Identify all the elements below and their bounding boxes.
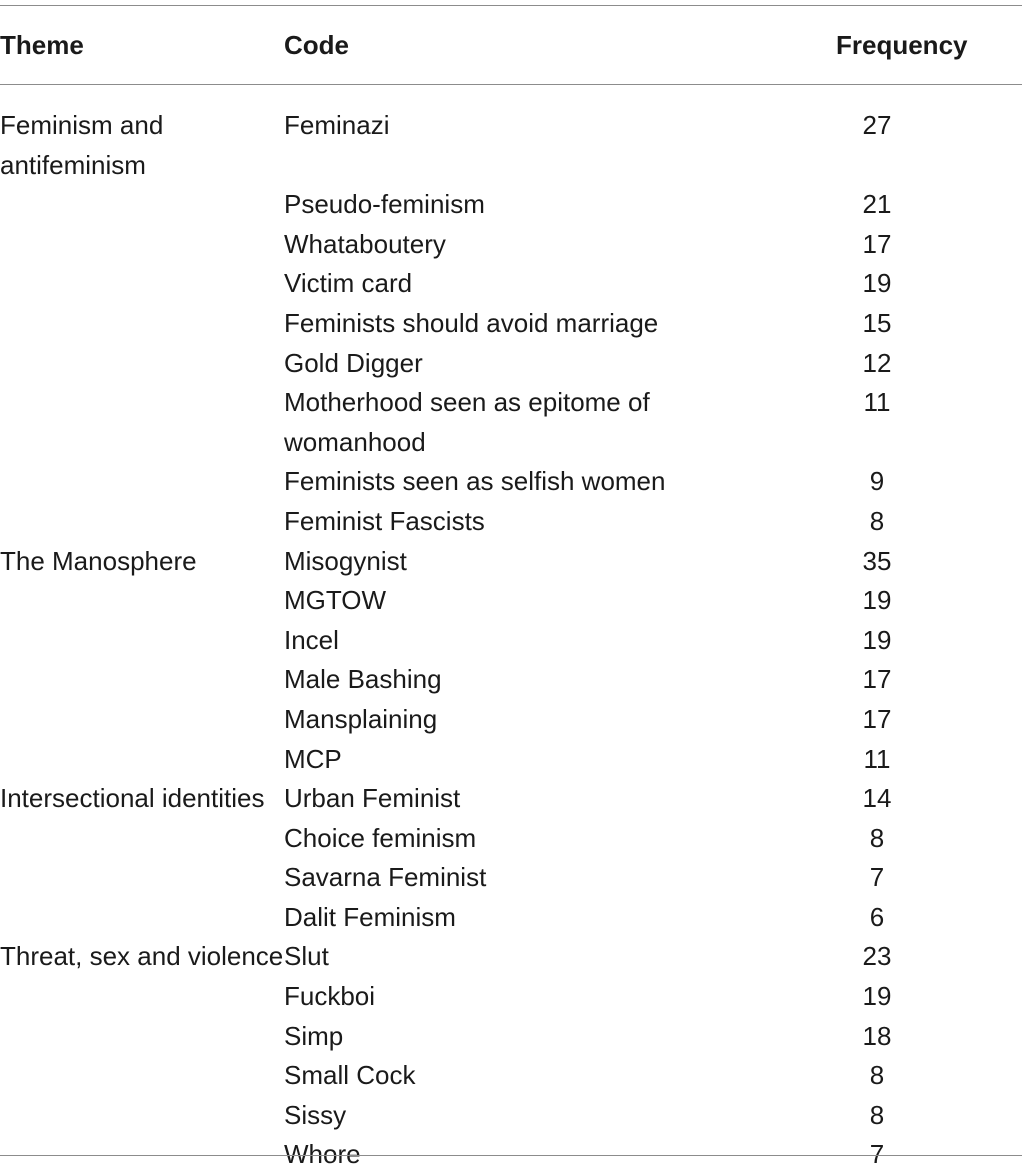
- table-row: [0, 304, 1022, 344]
- table-row: [0, 106, 1022, 185]
- cell-frequency: 18: [862, 1020, 892, 1051]
- cell-frequency: 12: [862, 347, 892, 378]
- cell-code: Feminazi: [284, 110, 390, 140]
- cell-frequency: 19: [862, 585, 892, 616]
- cell-code: Misogynist: [284, 545, 407, 576]
- table-row: [0, 225, 1022, 265]
- cell-code: Sissy: [284, 1099, 347, 1130]
- header-frequency: Frequency: [836, 30, 968, 60]
- cell-code: Simp: [284, 1020, 344, 1051]
- cell-code: Pseudo-feminism: [284, 189, 485, 220]
- table-row: [0, 858, 1022, 898]
- cell-frequency: 9: [869, 466, 885, 497]
- cell-code: Small Cock: [284, 1060, 416, 1091]
- cell-code: Savarna Feminist: [284, 862, 487, 893]
- header-code: Code: [284, 30, 349, 60]
- cell-frequency: 11: [863, 387, 891, 418]
- table-row: [0, 264, 1022, 304]
- cell-frequency: 17: [862, 703, 892, 734]
- table-top-rule: [0, 5, 1022, 6]
- table-row: [0, 621, 1022, 661]
- cell-code: Slut: [284, 941, 329, 972]
- cell-frequency: 7: [869, 1139, 885, 1170]
- cell-code: MCP: [284, 743, 342, 774]
- table-row: [0, 977, 1022, 1017]
- cell-code: Feminist Fascists: [284, 505, 485, 536]
- table-row: [0, 700, 1022, 740]
- cell-code: Victim card: [284, 268, 413, 299]
- table-header-rule: [0, 84, 1022, 85]
- table-row: [0, 660, 1022, 700]
- table-row: [0, 185, 1022, 225]
- cell-theme: The Manosphere: [0, 545, 197, 576]
- cell-code: Motherhood seen as epitome of womanhood: [284, 387, 650, 457]
- table-row: [0, 542, 1022, 582]
- cell-frequency: 19: [862, 981, 892, 1012]
- cell-frequency: 14: [862, 783, 892, 814]
- cell-theme: Feminism and antifeminism: [0, 110, 164, 180]
- cell-frequency: 8: [869, 1099, 885, 1130]
- header-theme: Theme: [0, 30, 84, 60]
- table-row: [0, 1017, 1022, 1057]
- cell-frequency: 17: [862, 228, 892, 259]
- cell-code: MGTOW: [284, 585, 387, 616]
- cell-code: Male Bashing: [284, 664, 442, 695]
- table-row: [0, 462, 1022, 502]
- cell-frequency: 11: [863, 743, 891, 774]
- cell-frequency: 19: [862, 624, 892, 655]
- cell-frequency: 23: [862, 941, 892, 972]
- table-row: [0, 819, 1022, 859]
- cell-frequency: 21: [862, 189, 892, 220]
- table-row: [0, 1056, 1022, 1096]
- cell-frequency: 8: [869, 505, 885, 536]
- cell-frequency: 19: [862, 268, 892, 299]
- cell-theme: Threat, sex and violence: [0, 941, 284, 972]
- cell-code: Incel: [284, 624, 339, 655]
- cell-code: Mansplaining: [284, 703, 438, 734]
- table-row: [0, 581, 1022, 621]
- table-bottom-rule: [0, 1155, 1022, 1156]
- cell-frequency: 8: [869, 1060, 885, 1091]
- cell-code: Urban Feminist: [284, 783, 461, 814]
- cell-frequency: 15: [862, 307, 892, 338]
- table-row: [0, 383, 1022, 462]
- table-body: [0, 106, 1022, 1175]
- cell-code: Feminists seen as selfish women: [284, 466, 666, 497]
- cell-code: Choice feminism: [284, 822, 477, 853]
- cell-frequency: 6: [869, 901, 885, 932]
- cell-theme: Intersectional identities: [0, 783, 265, 814]
- cell-frequency: 7: [869, 862, 885, 893]
- cell-code: Whataboutery: [284, 228, 446, 259]
- cell-code: Gold Digger: [284, 347, 423, 378]
- table-row: [0, 779, 1022, 819]
- cell-frequency: 27: [862, 110, 892, 140]
- table-row: [0, 502, 1022, 542]
- cell-code: Whore: [284, 1139, 361, 1170]
- table-row: [0, 898, 1022, 938]
- table-row: [0, 937, 1022, 977]
- cell-code: Feminists should avoid marriage: [284, 307, 659, 338]
- cell-code: Dalit Feminism: [284, 901, 456, 932]
- table-row: [0, 740, 1022, 780]
- cell-frequency: 35: [862, 545, 892, 576]
- cell-frequency: 17: [862, 664, 892, 695]
- table-row: [0, 344, 1022, 384]
- table-row: [0, 1096, 1022, 1136]
- cell-frequency: 8: [869, 822, 885, 853]
- cell-code: Fuckboi: [284, 981, 376, 1012]
